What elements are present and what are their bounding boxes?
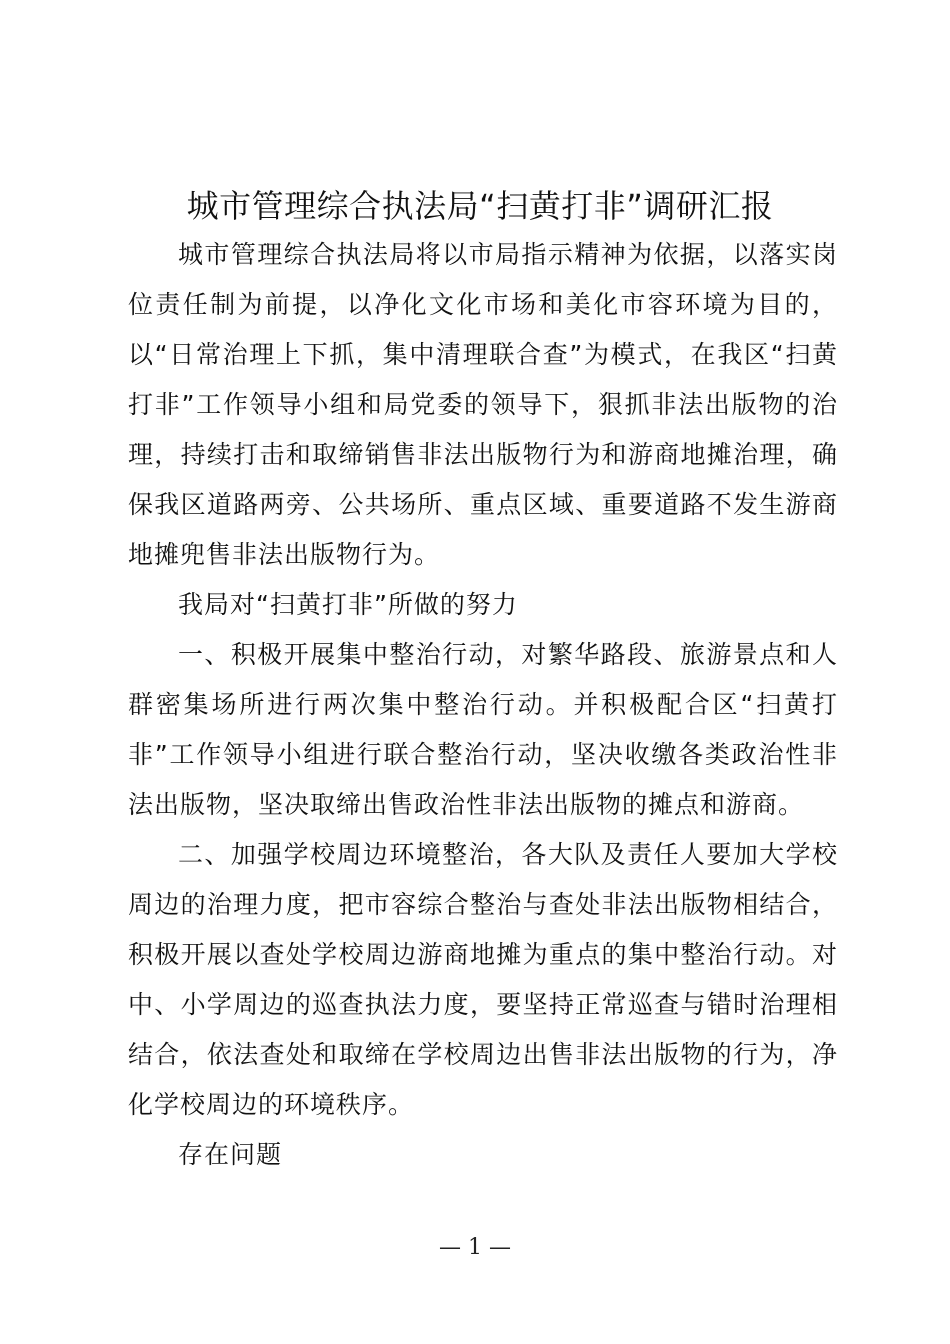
effort-item-2: 二、加强学校周边环境整治，各大队及责任人要加大学校周边的治理力度，把市容综合整治与查处非法出版物相结合，积极开展以查处学校周边游商地摊为重点的集中整治行动。对中、小学周边的巡查执法力度，要坚持正常巡查与错时治理相结合，依法查处和取缔在学校周边出售非法出版物的行为，净化学校周边的环境秩序。 (128, 840, 838, 1119)
section-heading-problems: 存在问题 (178, 1140, 283, 1169)
effort-item-1: 一、积极开展集中整治行动，对繁华路段、旅游景点和人群密集场所进行两次集中整治行动。并积极配合区“扫黄打非”工作领导小组进行联合整治行动，坚决收缴各类政治性非法出版物，坚决取缔出售政治性非法出版物的摊点和游商。 (128, 640, 838, 819)
document-title: 城市管理综合执法局“扫黄打非”调研汇报 (186, 187, 774, 225)
section-heading-efforts: 我局对“扫黄打非”所做的努力 (178, 590, 518, 619)
intro-paragraph: 城市管理综合执法局将以市局指示精神为依据，以落实岗位责任制为前提，以净化文化市场和美化市容环境为目的，以“日常治理上下抓，集中清理联合查”为模式，在我区“扫黄打非”工作领导小组和局党委的领导下，狠抓非法出版物的治理，持续打击和取缔销售非法出版物行为和游商地摊治理，确保我区道路两旁、公共场所、重点区域、重要道路不发生游商地摊兜售非法出版物行为。 (128, 240, 838, 569)
page-number: — 1 — (439, 1235, 511, 1260)
document-body (128, 230, 838, 1180)
